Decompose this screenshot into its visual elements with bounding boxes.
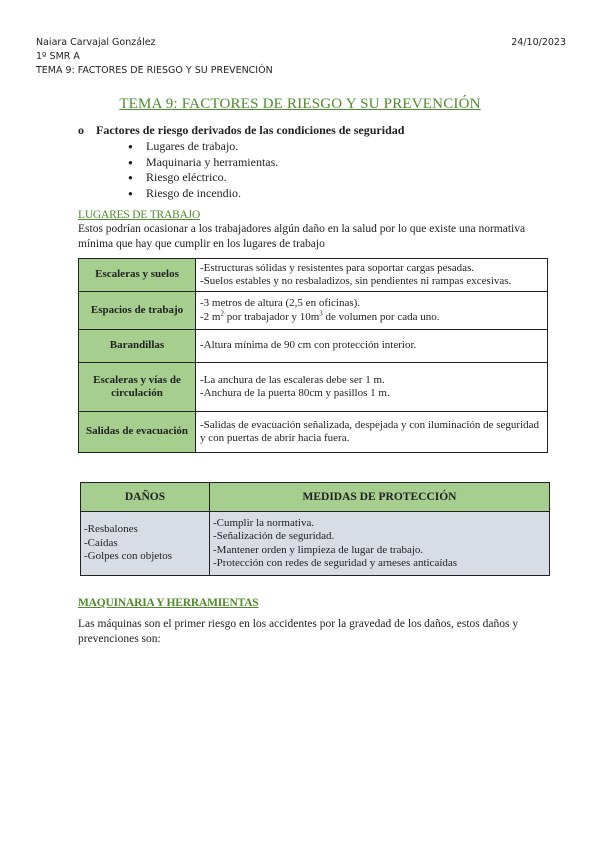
list-item: ● Lugares de trabajo. — [128, 139, 278, 155]
table-row — [81, 512, 550, 576]
list-item: -Señalización de seguridad. — [213, 530, 335, 542]
list-item: -Golpes con objetos — [84, 550, 172, 563]
table-header-row — [81, 483, 550, 512]
row-line: -Anchura de la puerta 80cm y pasillos 1 m. — [200, 387, 390, 399]
danos-cell — [81, 512, 210, 576]
document-title: TEMA 9: FACTORES DE RIESGO Y SU PREVENCIÓN — [119, 96, 481, 112]
row-line: -Estructuras sólidas y resistentes para soportar cargas pesadas. — [200, 261, 475, 274]
text-segment: de volumen por cada uno. — [322, 310, 440, 323]
row-value — [196, 412, 548, 453]
list-item: -Cumplir la normativa. — [213, 516, 315, 529]
table-row — [79, 363, 548, 412]
list-item: -Caídas — [84, 536, 118, 549]
lugares-heading: LUGARES DE TRABAJO — [78, 209, 201, 221]
row-key: Escaleras y vías de circulación — [79, 363, 196, 412]
section-heading-text: Factores de riesgo derivados de las condiciones de seguridad — [96, 123, 405, 137]
row-line: -3 metros de altura (2,5 en oficinas). — [200, 297, 361, 309]
danos-table — [80, 482, 550, 576]
section-heading — [78, 123, 404, 138]
maquinaria-heading: MAQUINARIA Y HERRAMIENTAS — [78, 597, 259, 609]
list-item: -Resbalones — [84, 523, 138, 536]
lugares-table — [78, 258, 548, 453]
row-value — [196, 330, 548, 363]
table-row — [79, 330, 548, 363]
document-date: 24/10/2023 — [511, 37, 566, 48]
row-value — [196, 259, 548, 292]
course-label: 1º SMR A — [36, 51, 80, 62]
list-item: -Protección con redes de seguridad y arneses anticaídas — [213, 557, 458, 569]
row-key: Salidas de evacuación — [79, 412, 196, 453]
list-item: ● Riesgo de incendio. — [128, 186, 278, 202]
page-header — [36, 36, 566, 78]
text-segment: -2 m — [200, 310, 221, 323]
topic-label: TEMA 9: FACTORES DE RIESGO Y SU PREVENCIÓN — [36, 65, 273, 76]
risk-factor-list — [128, 139, 278, 201]
row-line: -Salidas de evacuación señalizada, despejada y con iluminación de seguridad y con puertas de abrir hacia fuera. — [200, 418, 540, 444]
hollow-bullet-icon: o — [78, 123, 84, 137]
medidas-cell — [210, 512, 550, 576]
table-row — [79, 412, 548, 453]
row-line: -La anchura de las escaleras debe ser 1 m. — [200, 373, 385, 386]
table-row — [79, 292, 548, 330]
lugares-intro: Estos podrían ocasionar a los trabajadores algún daño en la salud por lo que existe una normativa mínima que hay que cumplir en los lugares de trabajo — [78, 223, 526, 250]
maquinaria-intro: Las máquinas son el primer riesgo en los accidentes por la gravedad de los daños, estos daños y prevenciones son: — [78, 618, 519, 645]
row-key: Espacios de trabajo — [79, 292, 196, 330]
row-key: Escaleras y suelos — [79, 259, 196, 292]
row-key: Barandillas — [79, 330, 196, 363]
row-value — [196, 363, 548, 412]
superscript: 2 — [220, 308, 224, 317]
column-header: MEDIDAS DE PROTECCIÓN — [210, 483, 550, 512]
text-segment: por trabajador y 10m — [223, 310, 320, 323]
row-line — [200, 308, 543, 325]
column-header: DAÑOS — [81, 483, 210, 512]
list-item: ● Maquinaria y herramientas. — [128, 155, 278, 171]
table-row — [79, 259, 548, 292]
row-line: -Suelos estables y no resbaladizos, sin pendientes ni rampas excesivas. — [200, 275, 512, 287]
author-name: Naiara Carvajal González — [36, 37, 156, 48]
row-line: -Altura mínima de 90 cm con protección interior. — [200, 339, 417, 352]
list-item: -Mantener orden y limpieza de lugar de trabajo. — [213, 543, 424, 556]
list-item: ● Riesgo eléctrico. — [128, 170, 278, 186]
superscript: 3 — [319, 308, 323, 317]
row-value — [196, 292, 548, 330]
